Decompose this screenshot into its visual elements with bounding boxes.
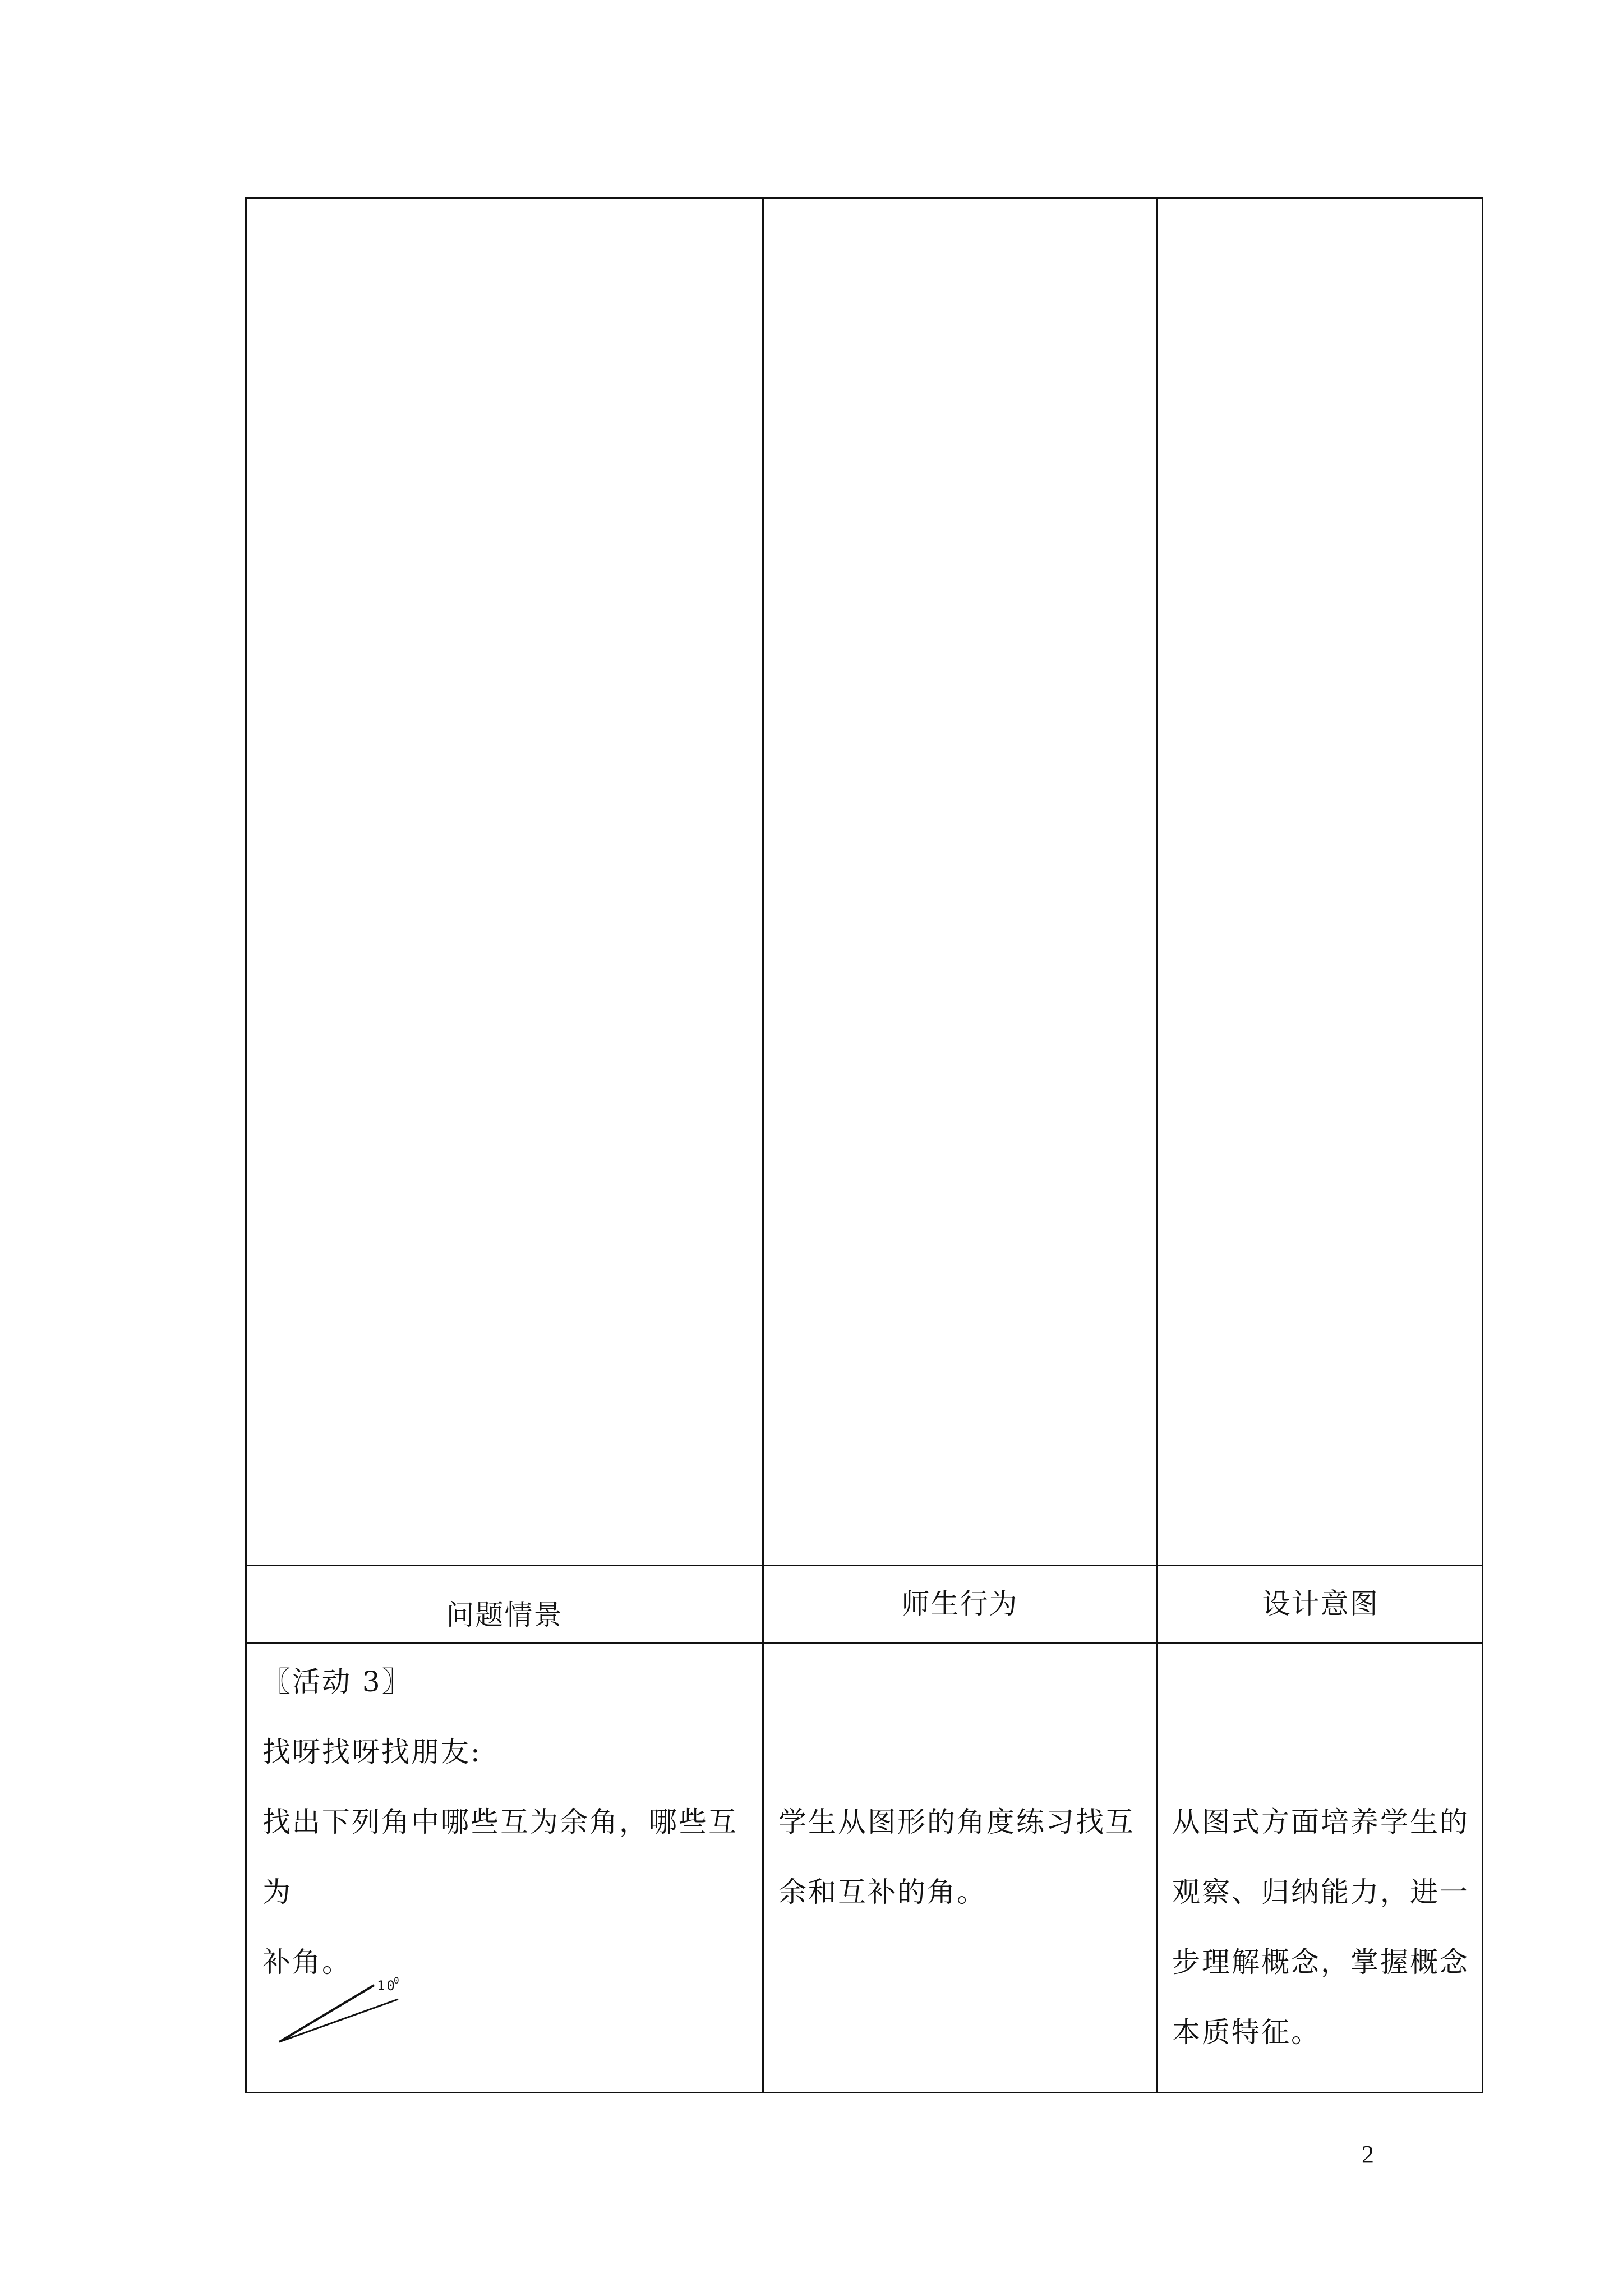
header-teacher-student-behavior: 师生行为 — [901, 1588, 1018, 1620]
design-intent-line4: 本质特征。 — [1172, 2016, 1321, 2049]
activity-title: 〖活动 3〗 — [262, 1665, 412, 1698]
angle-figure — [275, 1954, 421, 2067]
angle-degree-mark: 0 — [394, 1975, 401, 1986]
activity-instruction-line2: 补角。 — [262, 1946, 352, 1978]
design-intent-line2: 观察、归纳能力，进一 — [1172, 1876, 1469, 1908]
header-design-intent: 设计意图 — [1262, 1588, 1379, 1620]
problem-scenario-cell — [247, 1644, 762, 2093]
empty-cell-2 — [764, 199, 1156, 1565]
teacher-student-cell — [764, 1644, 1156, 2093]
activity-instruction-line1: 找出下列角中哪些互为余角，哪些互为 — [262, 1806, 738, 1908]
angle-value-label: 10 — [377, 1978, 396, 1994]
design-intent-cell — [1158, 1644, 1483, 2093]
page-number: 2 — [1362, 2141, 1374, 2168]
teacher-student-line1: 学生从图形的角度练习找互 — [778, 1806, 1135, 1838]
lesson-table — [245, 197, 1483, 2093]
empty-cell-3 — [1158, 199, 1483, 1565]
empty-cell-1 — [247, 199, 762, 1565]
design-intent-line1: 从图式方面培养学生的 — [1172, 1806, 1469, 1838]
teacher-student-line2: 余和互补的角。 — [778, 1876, 986, 1908]
header-problem-scenario: 问题情景 — [446, 1599, 563, 1631]
activity-subtitle: 找呀找呀找朋友: — [262, 1736, 482, 1768]
design-intent-line3: 步理解概念，掌握概念 — [1172, 1946, 1469, 1978]
